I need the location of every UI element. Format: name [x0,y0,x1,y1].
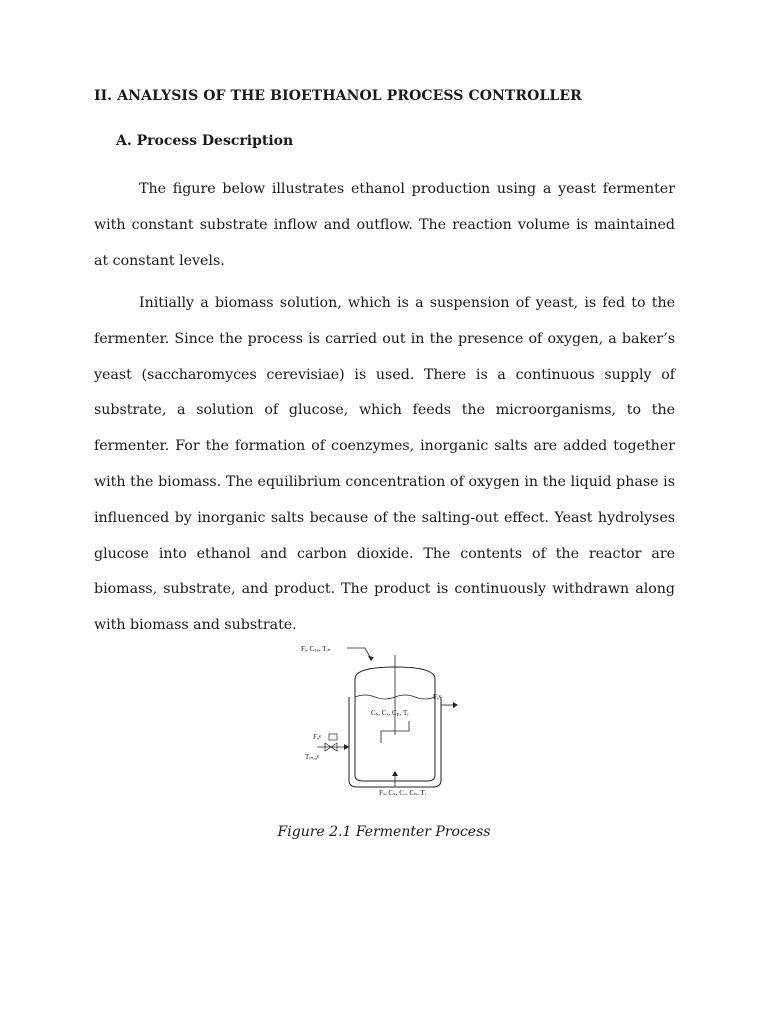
inlet-arrowhead [368,656,374,661]
inlet-label: Fᵢ, Cₛₒ, Tᵢₙ [301,645,331,653]
cooling-in-arrowhead [344,744,349,750]
subsection-title: A. Process Description [116,133,294,149]
inlet-arrow [347,648,371,659]
valve-actuator [329,734,337,740]
paragraph-intro: The figure below illustrates ethanol production using a yeast fermenter with constant substrate inflow and outflow. The reaction volume is maintained at constant levels. [94,181,675,269]
cooling-out-arrowhead [453,702,458,708]
outlet-arrowhead [392,771,398,776]
cooling-out-label: Fₐᵍ [433,693,441,701]
outlet-label: Fₒ, Cₛ, Cₓ, Cₚ, Tᵣ [379,789,427,795]
section-title: II. ANALYSIS OF THE BIOETHANOL PROCESS CONTROLLER [94,88,582,104]
cooling-in-label: Fₐᵍ [313,733,321,741]
figure-caption: Figure 2.1 Fermenter Process [277,824,491,840]
fermenter-diagram [295,635,465,795]
cooling-in-temp-label: Tᵢₙ,ₐᵍ [305,753,319,761]
fermenter-svg [295,635,465,795]
reactor-contents-label: Cₛ, Cₓ, Cₚ, Tᵣ [371,709,409,717]
paragraph-description: Initially a biomass solution, which is a suspension of yeast, is fed to the fermenter. Since the process is carried out in the presence of oxygen, a baker’s yeast (saccharomyces cerevisiae) is used. There is a continuous supply of substrate, a solution of glucose, which feeds the microorganisms, to the fermenter. For the formation of coenzymes, inorganic salts are added together with the biomass. The equilibrium concentration of oxygen in the liquid phase is influenced by inorganic salts because of the salting-out effect. Yeast hydrolyses glucose into ethanol and carbon dioxide. The contents of the reactor are biomass, substrate, and product. The product is continuously withdrawn along with biomass and substrate. [94,295,675,634]
